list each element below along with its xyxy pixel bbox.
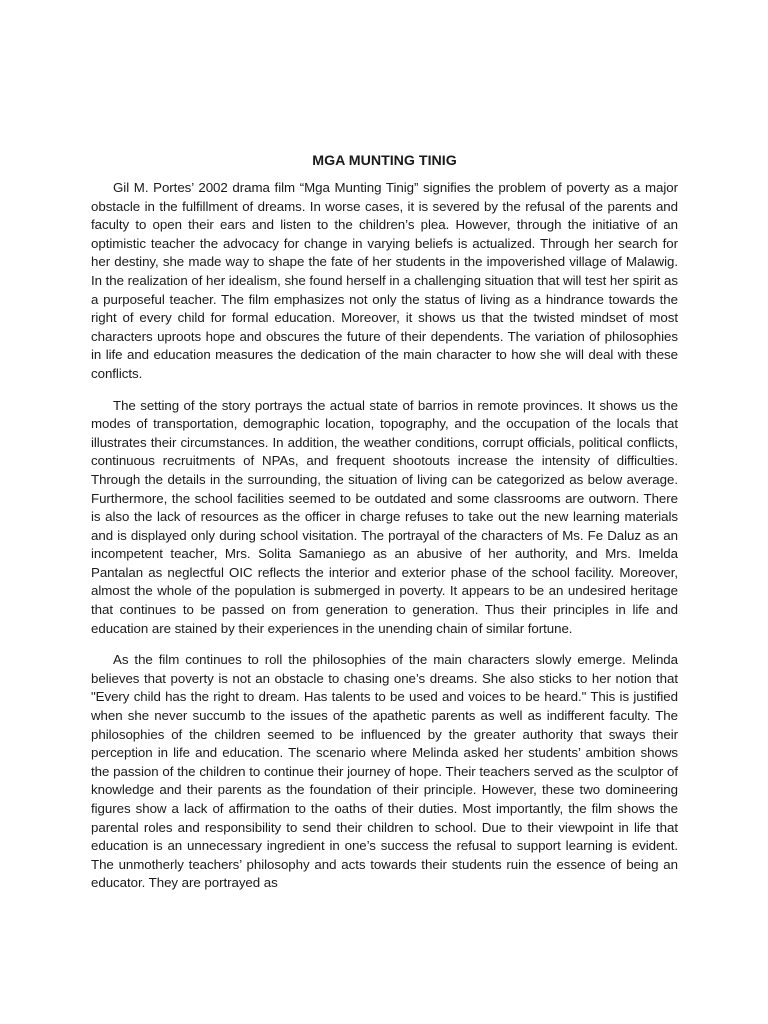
document-page	[91, 152, 678, 906]
paragraph-2: The setting of the story portrays the actual state of barrios in remote provinces. It shows us the modes of transportation, demographic location, topography, and the occupation of the locals that illustrates their circumstances. In addition, the weather conditions, corrupt officials, political conflicts, continuous recruitments of NPAs, and frequent shootouts increase the intensity of difficulties. Through the details in the surrounding, the situation of living can be categorized as below average. Furthermore, the school facilities seemed to be outdated and some classrooms are outworn. There is also the lack of resources as the officer in charge refuses to take out the new learning materials and is displayed only during school visitation. The portrayal of the characters of Ms. Fe Daluz as an incompetent teacher, Mrs. Solita Samaniego as an abusive of her authority, and Mrs. Imelda Pantalan as neglectful OIC reflects the interior and exterior phase of the school facility. Moreover, almost the whole of the population is submerged in poverty. It appears to be an undesired heritage that continues to be passed on from generation to generation. Thus their principles in life and education are stained by their experiences in the unending chain of similar fortune.	[91, 397, 678, 636]
paragraph-3: As the film continues to roll the philosophies of the main characters slowly emerge. Melinda believes that poverty is not an obstacle to chasing one’s dreams. She also sticks to her notion that "Every child has the right to dream. Has talents to be used and voices to be heard." This is justified when she never succumb to the issues of the apathetic parents as well as indifferent faculty. The philosophies of the children seemed to be influenced by the greater authority that sways their perception in life and education. The scenario where Melinda asked her students’ ambition shows the passion of the children to continue their journey of hope. Their teachers served as the sculptor of knowledge and their parents as the foundation of their principle. However, these two domineering figures show a lack of affirmation to the oaths of their duties. Most importantly, the film shows the parental roles and responsibility to send their children to school. Due to their viewpoint in life that education is an unnecessary ingredient in one’s success the refusal to support learning is evident. The unmotherly teachers’ philosophy and acts towards their students ruin the essence of being an educator. They are portrayed as	[91, 652, 678, 891]
document-title: MGA MUNTING TINIG	[312, 153, 457, 169]
paragraph-1: Gil M. Portes’ 2002 drama film “Mga Munting Tinig” signifies the problem of poverty as a major obstacle in the fulfillment of dreams. In worse cases, it is severed by the refusal of the parents and faculty to open their ears and listen to the children’s plea. However, through the initiative of an optimistic teacher the advocacy for change in varying beliefs is actualized. Through her search for her destiny, she made way to shape the fate of her students in the impoverished village of Malawig. In the realization of her idealism, she found herself in a challenging situation that will test her spirit as a purposeful teacher. The film emphasizes not only the status of living as a hindrance towards the right of every child for formal education. Moreover, it shows us that the twisted mindset of most characters uproots hope and obscures the future of their dependents. The variation of philosophies in life and education measures the dedication of the main character to how she will deal with these conflicts.	[91, 180, 678, 381]
